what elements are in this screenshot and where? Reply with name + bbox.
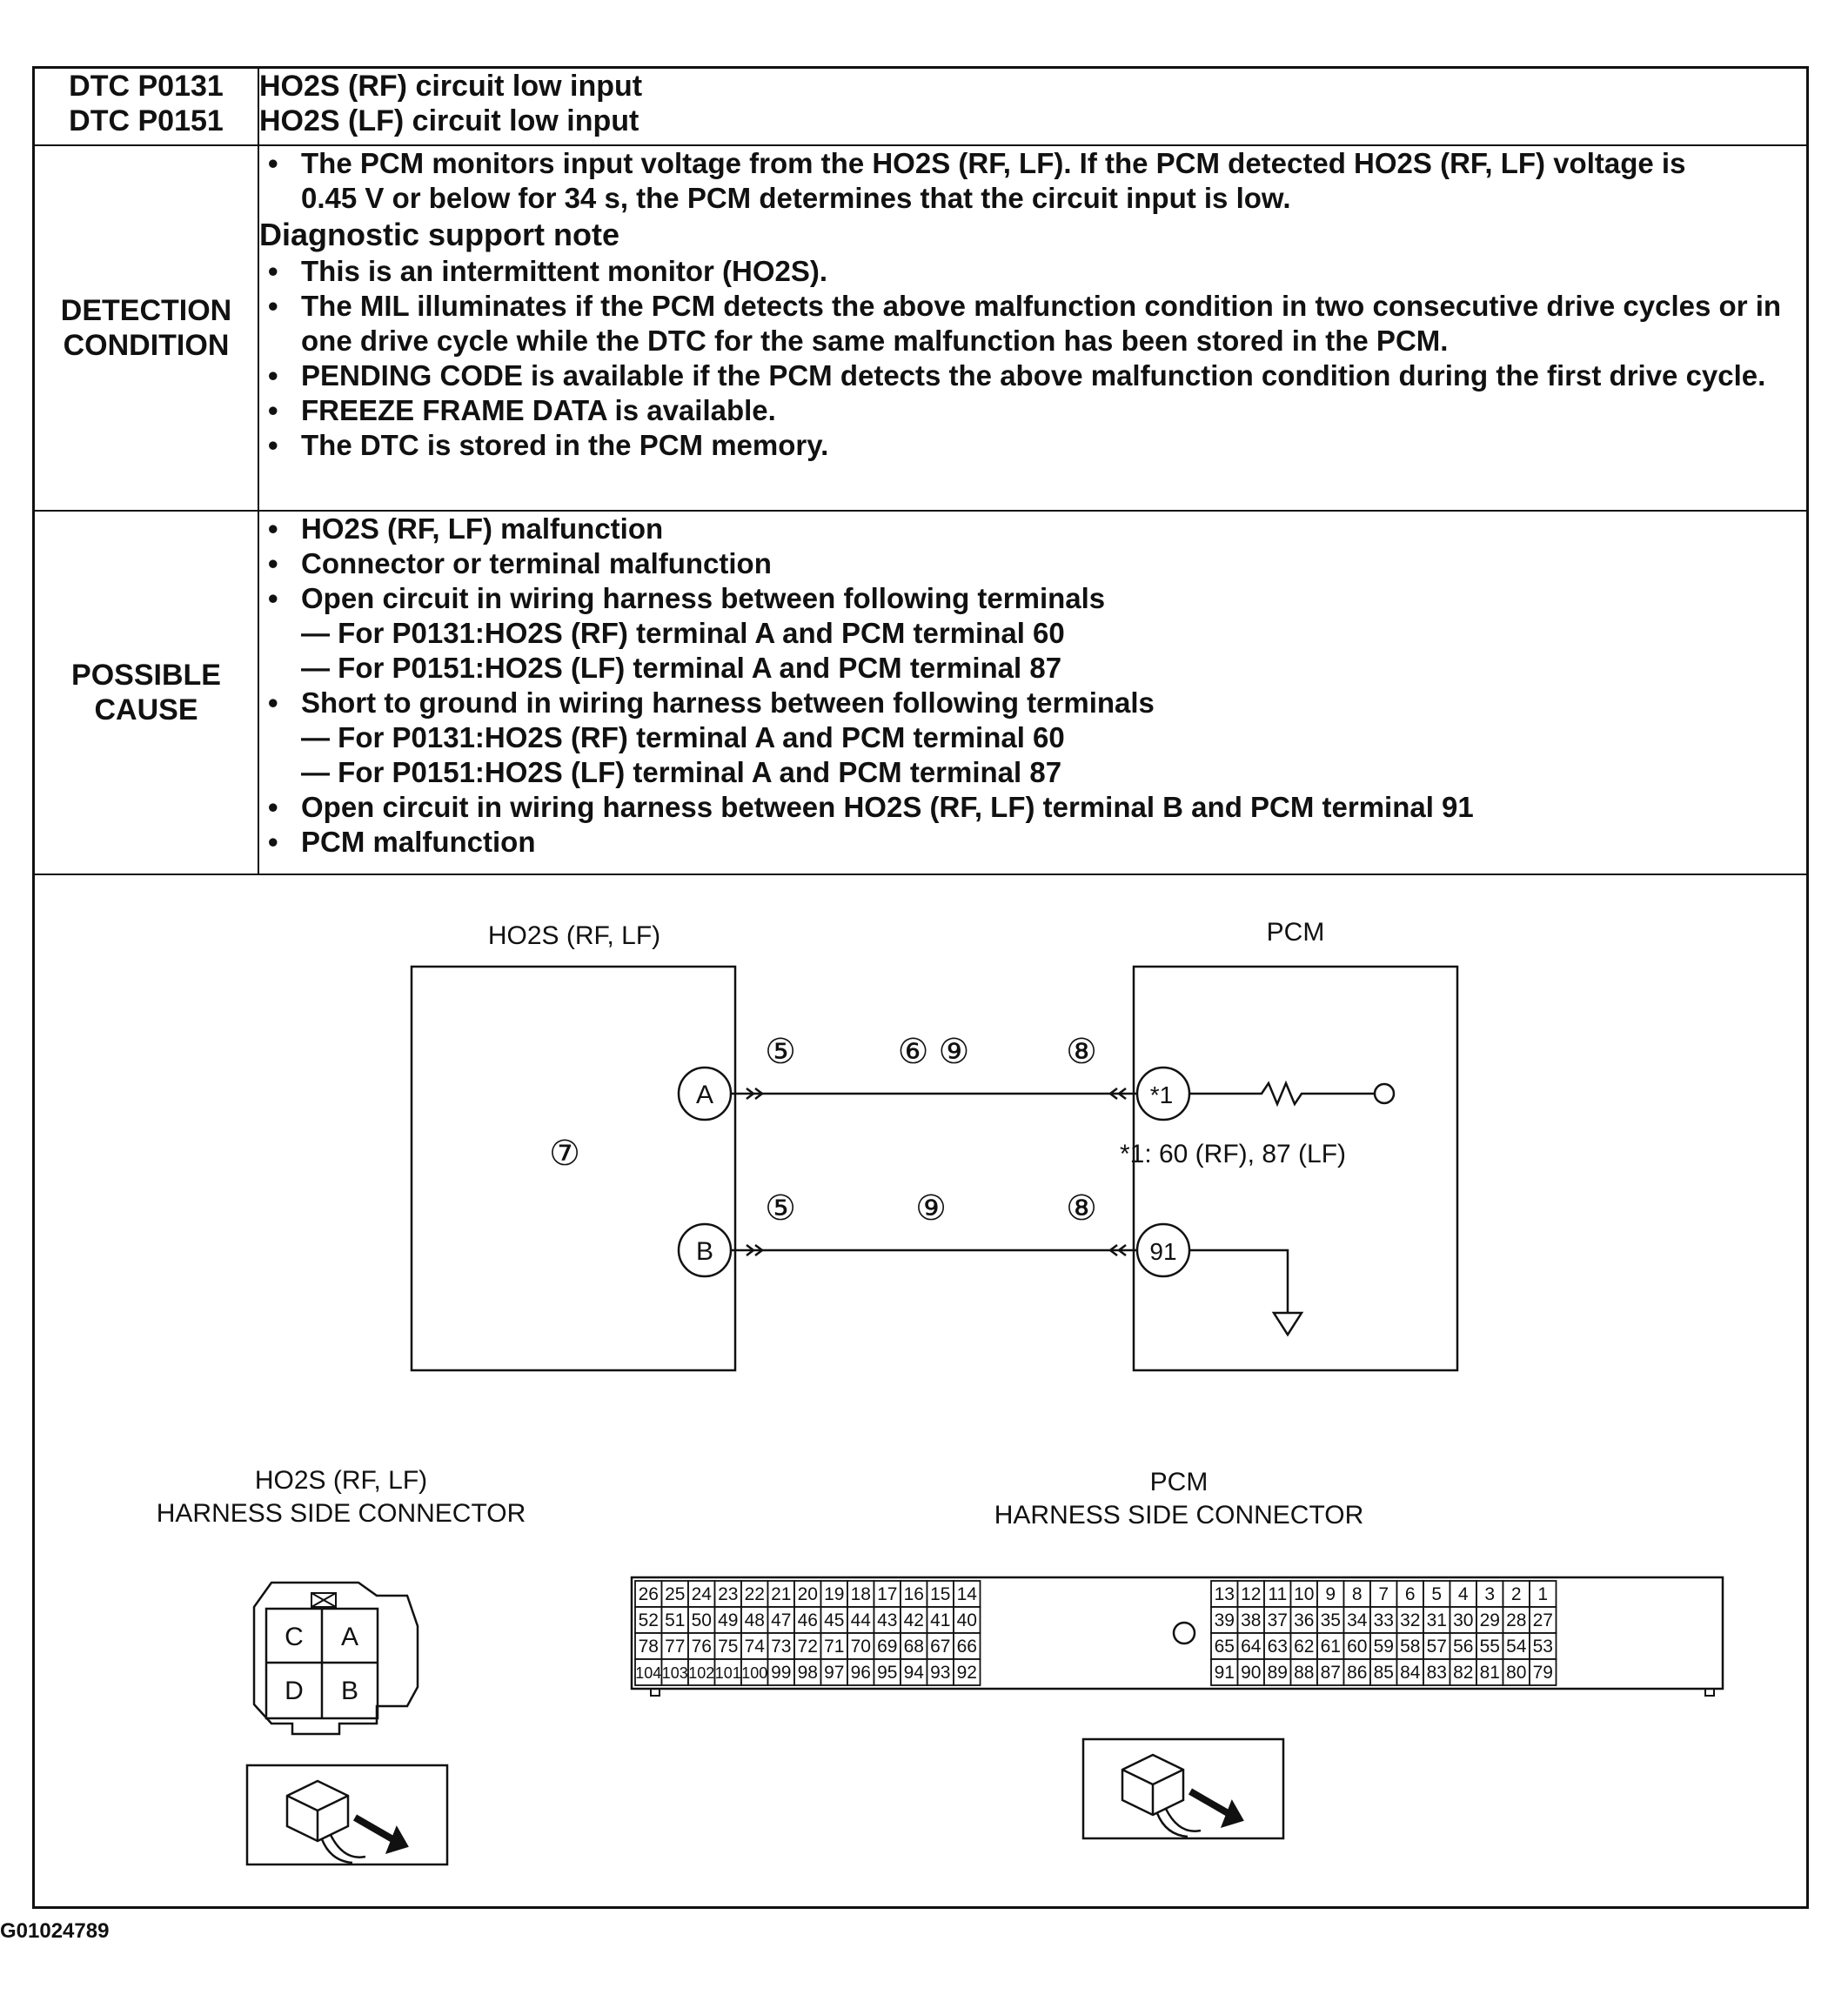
- pcm-pin: 1: [1537, 1584, 1549, 1604]
- cause-item: • PCM malfunction: [259, 825, 1806, 860]
- pcm-pin: 89: [1267, 1663, 1288, 1683]
- sensor-title: HO2S (RF, LF): [487, 921, 661, 950]
- pcm-pin: 78: [638, 1637, 659, 1657]
- pcm-pin: 98: [797, 1663, 818, 1683]
- pcm-pin: 30: [1453, 1610, 1474, 1630]
- detection-label: DETECTION CONDITION: [35, 145, 258, 511]
- pcm-key-hole: [1174, 1623, 1195, 1643]
- pcm-pin: 26: [638, 1584, 659, 1604]
- pcm-pin: 29: [1479, 1610, 1500, 1630]
- figure-code: G01024789: [0, 1919, 110, 1943]
- pcm-terminal-1-label: *1: [1149, 1081, 1174, 1108]
- pcm-pin: 22: [744, 1584, 765, 1604]
- pcm-pin: 16: [903, 1584, 924, 1604]
- pcm-pin: 97: [824, 1663, 845, 1683]
- pcm-pin: 4: [1457, 1584, 1469, 1604]
- pcm-pin: 55: [1479, 1637, 1500, 1657]
- sensor-pin: B: [340, 1677, 359, 1705]
- pcm-connector-title: PCM: [1149, 1468, 1209, 1496]
- pcm-pin: 59: [1373, 1637, 1394, 1657]
- pcm-pin: 62: [1294, 1637, 1315, 1657]
- pcm-pin: 23: [718, 1584, 739, 1604]
- dtc-title: HO2S (RF) circuit low input: [259, 70, 643, 103]
- cause-subitem: — For P0151:HO2S (LF) terminal A and PCM terminal 87: [301, 756, 1062, 788]
- sensor-connector-title: HO2S (RF, LF): [254, 1466, 428, 1495]
- pcm-pin: 82: [1453, 1663, 1474, 1683]
- pcm-pin: 42: [903, 1610, 924, 1630]
- pcm-pin: 12: [1241, 1584, 1262, 1604]
- pcm-pin: 73: [771, 1637, 792, 1657]
- pcm-footnote: *1: 60 (RF), 87 (LF): [1119, 1140, 1347, 1168]
- sensor-pin: C: [285, 1623, 304, 1651]
- pcm-pin: 57: [1426, 1637, 1447, 1657]
- pcm-pin: 24: [691, 1584, 712, 1604]
- pcm-connector: [632, 1577, 1723, 1696]
- pcm-pin: 100: [741, 1664, 768, 1682]
- pcm-pin: 45: [824, 1610, 845, 1630]
- pcm-pin: 81: [1479, 1663, 1500, 1683]
- dtc-title: HO2S (LF) circuit low input: [259, 104, 639, 137]
- pcm-pin: 21: [771, 1584, 792, 1604]
- probe-icon: [247, 1765, 447, 1864]
- wiring-diagram: [35, 69, 1806, 1906]
- pcm-pin: 68: [903, 1637, 924, 1657]
- pcm-pin: 63: [1267, 1637, 1288, 1657]
- pcm-pin: 88: [1294, 1663, 1315, 1683]
- pcm-pin: 18: [850, 1584, 871, 1604]
- pcm-pin: 86: [1347, 1663, 1368, 1683]
- pcm-box: [1134, 967, 1457, 1370]
- step-marker: ⑤: [765, 1189, 796, 1228]
- pcm-pin: 43: [877, 1610, 898, 1630]
- pcm-pin: 91: [1214, 1663, 1235, 1683]
- cause-item: • HO2S (RF, LF) malfunction: [259, 512, 1806, 546]
- pcm-pin: 46: [797, 1610, 818, 1630]
- step-marker: ⑤: [765, 1033, 796, 1071]
- pcm-pin: 76: [691, 1637, 712, 1657]
- possible-cause-label: POSSIBLE CAUSE: [35, 511, 258, 874]
- pcm-pin: 77: [665, 1637, 686, 1657]
- pcm-pin: 17: [877, 1584, 898, 1604]
- pcm-pin: 65: [1214, 1637, 1235, 1657]
- dtc-code: DTC P0151: [69, 104, 224, 137]
- pcm-pin: 38: [1241, 1610, 1262, 1630]
- resistor-symbol: [1189, 1083, 1375, 1104]
- pcm-pin: 85: [1373, 1663, 1394, 1683]
- note-item: • This is an intermittent monitor (HO2S).: [259, 254, 1806, 289]
- pcm-pin: 94: [903, 1663, 924, 1683]
- pcm-pin: 37: [1267, 1610, 1288, 1630]
- pcm-pin: 87: [1320, 1663, 1341, 1683]
- pcm-pin: 41: [930, 1610, 951, 1630]
- pcm-pin: 35: [1320, 1610, 1341, 1630]
- cause-subitem: — For P0151:HO2S (LF) terminal A and PCM terminal 87: [301, 652, 1062, 684]
- pcm-pin: 19: [824, 1584, 845, 1604]
- cause-item: • Open circuit in wiring harness between HO2S (RF, LF) terminal B and PCM terminal 91: [259, 790, 1806, 825]
- pcm-pin: 74: [744, 1637, 765, 1657]
- pcm-pin: 96: [850, 1663, 871, 1683]
- pcm-pin: 56: [1453, 1637, 1474, 1657]
- terminal-b-label: B: [695, 1237, 714, 1266]
- pcm-pin: 52: [638, 1610, 659, 1630]
- pcm-title: PCM: [1266, 918, 1325, 947]
- pcm-pin: 83: [1426, 1663, 1447, 1683]
- pcm-pin: 3: [1484, 1584, 1496, 1604]
- pcm-pin: 27: [1532, 1610, 1553, 1630]
- pcm-pin: 79: [1532, 1663, 1553, 1683]
- pcm-pin: 53: [1532, 1637, 1553, 1657]
- pcm-terminal-91-label: 91: [1149, 1238, 1177, 1265]
- pcm-pin: 33: [1373, 1610, 1394, 1630]
- cause-subitem: — For P0131:HO2S (RF) terminal A and PCM terminal 60: [301, 721, 1065, 753]
- detection-intro: • The PCM monitors input voltage from the HO2S (RF, LF). If the PCM detected HO2S (RF, LF) voltage is 0.45 V or below for 34 s, the PCM determines that the circuit input is low.: [259, 146, 1806, 216]
- pcm-pin: 72: [797, 1637, 818, 1657]
- pcm-pin: 39: [1214, 1610, 1235, 1630]
- pcm-pin: 75: [718, 1637, 739, 1657]
- pcm-pin: 13: [1214, 1584, 1235, 1604]
- probe-icon: [1083, 1739, 1283, 1838]
- pcm-pin: 61: [1320, 1637, 1341, 1657]
- sensor-connector: [254, 1583, 418, 1734]
- dtc-sheet: [32, 66, 1809, 1909]
- sensor-connector-subtitle: HARNESS SIDE CONNECTOR: [156, 1499, 526, 1528]
- pcm-pin: 69: [877, 1637, 898, 1657]
- pcm-pin: 58: [1400, 1637, 1421, 1657]
- pcm-pin: 47: [771, 1610, 792, 1630]
- pcm-pin: 7: [1378, 1584, 1389, 1604]
- note-item: • FREEZE FRAME DATA is available.: [259, 393, 1806, 428]
- note-item: • The MIL illuminates if the PCM detects the above malfunction condition in two consecutive drive cycles or in one drive cycle while the DTC for the same malfunction has been stored in the PCM.: [259, 289, 1806, 358]
- dtc-code: DTC P0131: [69, 70, 224, 103]
- note-item: • The DTC is stored in the PCM memory.: [259, 428, 1806, 463]
- pcm-pin: 92: [956, 1663, 977, 1683]
- pcm-pin: 9: [1325, 1584, 1336, 1604]
- pcm-pin: 80: [1506, 1663, 1527, 1683]
- reference-terminal: [1375, 1084, 1394, 1103]
- sensor-pin: A: [340, 1623, 359, 1651]
- terminal-a-label: A: [695, 1081, 714, 1109]
- pcm-pin: 2: [1510, 1584, 1522, 1604]
- step-marker: ⑧: [1066, 1033, 1097, 1071]
- pcm-pin: 103: [661, 1664, 688, 1682]
- pcm-pin: 25: [665, 1584, 686, 1604]
- note-item: • PENDING CODE is available if the PCM detects the above malfunction condition during the first drive cycle.: [259, 358, 1806, 393]
- pcm-pin: 66: [956, 1637, 977, 1657]
- pcm-pin: 14: [956, 1584, 977, 1604]
- pcm-pin: 104: [635, 1664, 662, 1682]
- pcm-pin: 28: [1506, 1610, 1527, 1630]
- step-marker: ⑧: [1066, 1189, 1097, 1228]
- cause-item: • Open circuit in wiring harness between following terminals: [259, 581, 1806, 616]
- step-marker: ⑦: [549, 1135, 580, 1173]
- pcm-pin: 6: [1404, 1584, 1416, 1604]
- pcm-pin: 90: [1241, 1663, 1262, 1683]
- pcm-pin: 8: [1351, 1584, 1363, 1604]
- pcm-pin: 84: [1400, 1663, 1421, 1683]
- pcm-pin: 44: [850, 1610, 871, 1630]
- pcm-pin: 15: [930, 1584, 951, 1604]
- pcm-pin: 5: [1431, 1584, 1443, 1604]
- pcm-pin: 70: [850, 1637, 871, 1657]
- pcm-pin: 34: [1347, 1610, 1368, 1630]
- pcm-pin: 36: [1294, 1610, 1315, 1630]
- pcm-pin: 50: [691, 1610, 712, 1630]
- diagnostic-note-heading: Diagnostic support note: [259, 217, 619, 252]
- pcm-pin: 11: [1268, 1584, 1288, 1604]
- pcm-pin: 93: [930, 1663, 951, 1683]
- ground-symbol: [1274, 1313, 1302, 1335]
- pcm-pin: 40: [956, 1610, 977, 1630]
- pcm-pin: 48: [744, 1610, 765, 1630]
- pcm-pin: 54: [1506, 1637, 1527, 1657]
- pcm-pin: 102: [688, 1664, 715, 1682]
- pcm-pin: 60: [1347, 1637, 1368, 1657]
- pcm-pin: 64: [1241, 1637, 1262, 1657]
- step-marker: ⑨: [915, 1189, 947, 1228]
- pcm-pin: 67: [930, 1637, 951, 1657]
- ground-wire: [1189, 1250, 1288, 1313]
- pcm-pin: 10: [1294, 1584, 1315, 1604]
- pcm-pin: 71: [824, 1637, 845, 1657]
- pcm-pin: 20: [797, 1584, 818, 1604]
- pcm-pin: 31: [1426, 1610, 1447, 1630]
- pcm-pin: 95: [877, 1663, 898, 1683]
- step-marker: ⑥ ⑨: [897, 1033, 970, 1071]
- pcm-connector-subtitle: HARNESS SIDE CONNECTOR: [994, 1501, 1364, 1530]
- pcm-pin: 51: [665, 1610, 686, 1630]
- pcm-pin: 101: [714, 1664, 741, 1682]
- pcm-pin: 99: [771, 1663, 792, 1683]
- cause-subitem: — For P0131:HO2S (RF) terminal A and PCM terminal 60: [301, 617, 1065, 649]
- pcm-pin: 49: [718, 1610, 739, 1630]
- sensor-pin: D: [285, 1677, 304, 1705]
- cause-item: • Connector or terminal malfunction: [259, 546, 1806, 581]
- pcm-pin: 32: [1400, 1610, 1421, 1630]
- cause-item: • Short to ground in wiring harness between following terminals: [259, 686, 1806, 720]
